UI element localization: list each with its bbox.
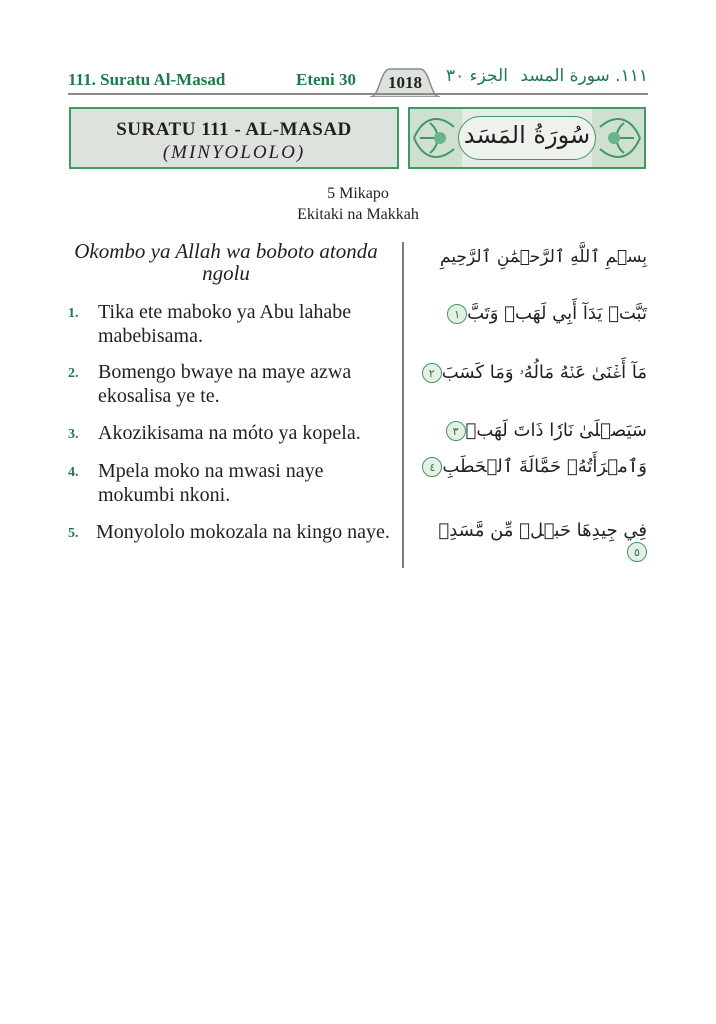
verse-arabic	[415, 362, 647, 383]
verse-end-marker-icon: ٤	[422, 457, 442, 477]
header-surah-title: 111. Suratu Al-Masad	[68, 70, 226, 89]
verse-arabic-text: تَبَّتۡ يَدَآ أَبِي لَهَبٖ وَتَبَّ	[467, 303, 647, 324]
verse-translation	[68, 300, 398, 348]
revelation-place: Ekitaki na Makkah	[297, 206, 419, 223]
verse-text: Mpela moko na mwasi naye mokumbi nkoni.	[98, 460, 324, 506]
verse-number: 5.	[68, 526, 79, 541]
verse-number: 3.	[68, 427, 79, 442]
header-juz-arabic: الجزء ٣٠	[446, 66, 508, 86]
verse-arabic	[415, 303, 647, 324]
surah-arabic-name: سُورَةُ المَسَد	[463, 121, 591, 149]
bismillah-translation: Okombo ya Allah wa boboto atonda ngolu	[74, 239, 378, 285]
verse-end-marker-icon: ٢	[422, 363, 442, 383]
header-rule	[68, 93, 648, 95]
verse-arabic-text: وَٱمۡرَأَتُهُۥ حَمَّالَةَ ٱلۡحَطَبِ	[442, 456, 647, 477]
verse-text: Monyololo mokozala na kingo naye.	[96, 521, 390, 543]
verse-text: Bomengo bwaye na maye azwa ekosalisa ye te.	[98, 361, 352, 407]
surah-subtitle: (MINYOLOLO)	[162, 142, 306, 163]
verse-number: 2.	[68, 366, 79, 381]
page-number-tab	[370, 67, 440, 95]
verse-number: 4.	[68, 465, 79, 480]
verse-translation	[68, 421, 398, 445]
verse-arabic-text: سَيَصۡلَىٰ نَارٗا ذَاتَ لَهَبٖ	[465, 420, 647, 441]
verse-count: 5 Mikapo	[327, 185, 389, 202]
header-surah-arabic: ١١١. سورة المسد	[520, 66, 648, 86]
verse-arabic-text: فِي جِيدِهَا حَبۡلٞ مِّن مَّسَدِۭ	[438, 520, 647, 541]
verse-end-marker-icon: ١	[447, 304, 467, 324]
verse-arabic	[415, 456, 647, 477]
header-juz-label: Eteni 30	[296, 70, 356, 89]
verse-translation	[68, 520, 398, 544]
arabic-title-box	[408, 107, 646, 169]
verse-number: 1.	[68, 306, 79, 321]
bismillah-arabic: بِسۡمِ ٱللَّهِ ٱلرَّحۡمَٰنِ ٱلرَّحِيمِ	[440, 247, 647, 267]
verse-end-marker-icon: ٥	[627, 542, 647, 562]
surah-title-box	[69, 107, 399, 169]
verse-arabic	[415, 420, 647, 441]
verse-text: Tika ete maboko ya Abu lahabe mabebisama.	[98, 301, 352, 347]
verse-arabic	[415, 520, 647, 562]
page-header	[68, 64, 648, 96]
verse-translation	[68, 360, 398, 408]
verse-text: Akozikisama na móto ya kopela.	[98, 422, 361, 444]
column-divider	[402, 242, 404, 568]
verse-end-marker-icon: ٣	[446, 421, 466, 441]
verse-arabic-text: مَآ أَغۡنَىٰ عَنۡهُ مَالُهُۥ وَمَا كَسَبَ	[441, 362, 647, 383]
surah-title: SURATU 111 - AL-MASAD	[116, 119, 352, 140]
verse-translation	[68, 459, 398, 507]
page-number: 1018	[388, 73, 422, 92]
